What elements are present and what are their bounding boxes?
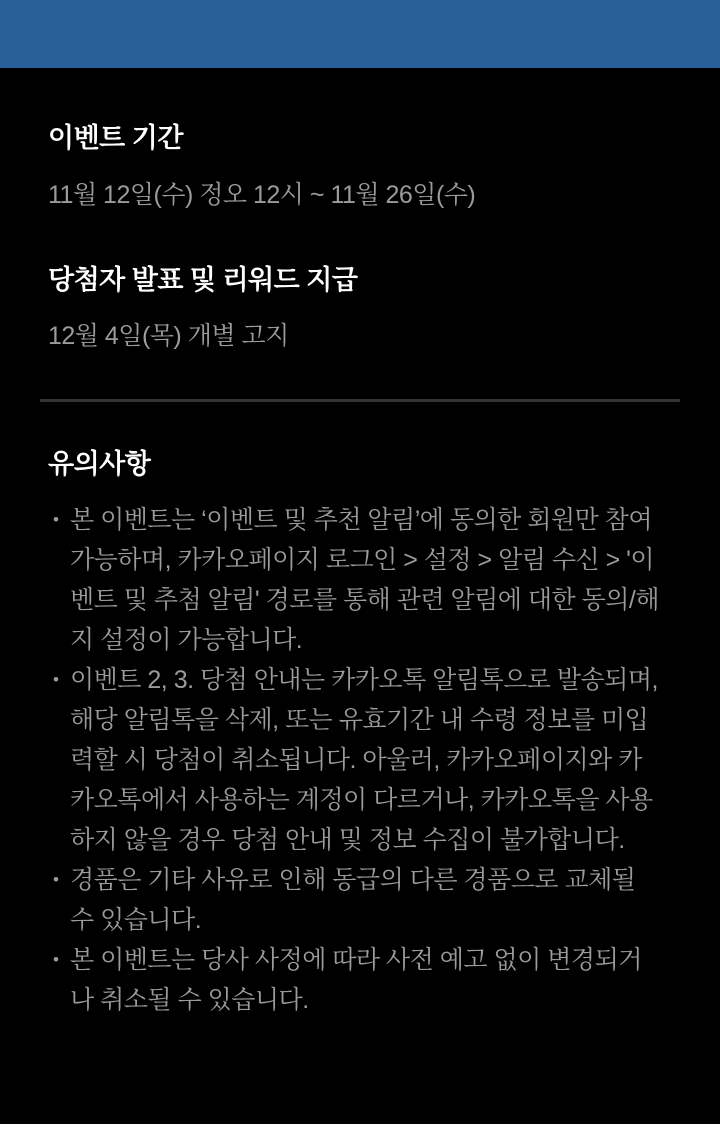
notes-title: 유의사항 bbox=[48, 449, 151, 479]
note-text: 본 이벤트는 ‘이벤트 및 추천 알림’에 동의한 회원만 참여 가능하며, 카카오페이지 로그인 > 설정 > 알림 수신 > '이벤트 및 추첨 알림' 경로를 통해 관련 알림에 대한 동의/해지 설정이 가능합니다. bbox=[70, 506, 660, 654]
bullet-dot: • bbox=[53, 950, 59, 969]
note-text: 경품은 기타 사유로 인해 동급의 다른 경품으로 교체될 수 있습니다. bbox=[70, 866, 636, 934]
bullet-dot: • bbox=[53, 870, 59, 889]
note-item bbox=[48, 660, 660, 860]
bullet-dot: • bbox=[53, 670, 59, 689]
event-notice-content bbox=[0, 123, 720, 1020]
section-divider bbox=[40, 399, 680, 402]
note-text: 이벤트 2, 3. 당첨 안내는 카카오톡 알림톡으로 발송되며, 해당 알림톡을 삭제, 또는 유효기간 내 수령 정보를 미입력할 시 당첨이 취소됩니다. 아울러, 카카오페이지와 카카오톡에서 사용하는 계정이 다르거나, 카카오톡을 사용하지 않을 경우 당첨 안내 및 정보 수집이 불가합니다. bbox=[70, 666, 658, 854]
hero-banner-bottom bbox=[0, 0, 720, 68]
winner-announcement-value: 12월 4일(목) 개별 고지 bbox=[48, 322, 289, 350]
event-period-value: 11월 12일(수) 정오 12시 ~ 11월 26일(수) bbox=[48, 181, 476, 209]
note-item bbox=[48, 860, 660, 940]
bullet-dot: • bbox=[53, 510, 59, 529]
note-item bbox=[48, 940, 660, 1020]
note-item bbox=[48, 500, 660, 660]
note-text: 본 이벤트는 당사 사정에 따라 사전 예고 없이 변경되거나 취소될 수 있습니다. bbox=[70, 946, 642, 1014]
event-period-title: 이벤트 기간 bbox=[48, 123, 183, 153]
winner-announcement-title: 당첨자 발표 및 리워드 지급 bbox=[48, 265, 358, 295]
notes-list bbox=[48, 500, 660, 1020]
